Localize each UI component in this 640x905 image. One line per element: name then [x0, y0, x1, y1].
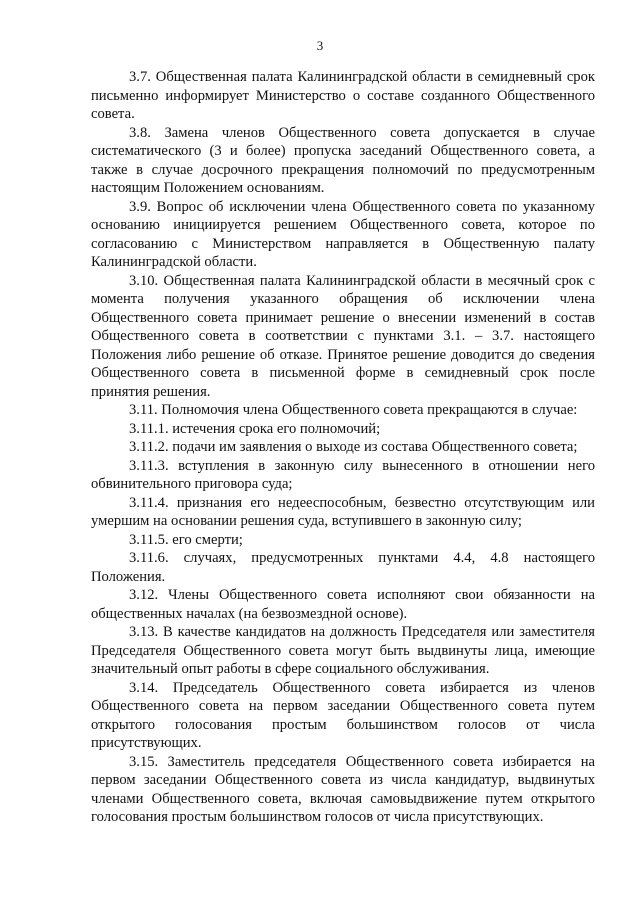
paragraph-3-11: 3.11. Полномочия члена Общественного совета прекращаются в случае:: [129, 402, 578, 418]
paragraph-3-11-3: 3.11.3. вступления в законную силу вынесенного в отношении него обвинительного приговора суда;: [91, 457, 595, 492]
paragraph-3-13: 3.13. В качестве кандидатов на должность Председателя или заместителя Председателя Общественного совета могут быть выдвинуты лица, имеющие значительный опыт работы в сфере социального обслуживания.: [91, 624, 595, 677]
paragraph-3-14: 3.14. Председатель Общественного совета избирается из членов Общественного совета на первом заседании Общественного совета путем открытого голосования простым большинством голосов от числа присутствующих.: [91, 679, 595, 751]
paragraph-3-11-6: 3.11.6. случаях, предусмотренных пунктами 4.4, 4.8 настоящего Положения.: [91, 550, 595, 585]
paragraph-3-11-5: 3.11.5. его смерти;: [129, 531, 243, 548]
page-number: 3: [316, 38, 324, 53]
paragraph-3-15: 3.15. Заместитель председателя Общественного совета избирается на первом заседании Общественного совета из числа кандидатур, выдвинутых членами Общественного совета, включая самовыдвижение путем открытого голосования простым большинством голосов от числа присутствующих.: [91, 753, 595, 825]
paragraph-3-11-4: 3.11.4. признания его недееспособным, безвестно отсутствующим или умершим на основании решения суда, вступившего в законную силу;: [91, 494, 595, 529]
paragraph-3-10: 3.10. Общественная палата Калининградской области в месячный срок с момента получения указанного обращения об исключении члена Общественного совета принимает решение о внесении изменений в состав Общественного совета в соответствии с пунктами 3.1. – 3.7. настоящего Положения либо решение об отказе. Принятое решение доводится до сведения Общественного совета в письменной форме в семидневный срок после принятия решения.: [91, 272, 595, 400]
paragraph-3-11-1: 3.11.1. истечения срока его полномочий;: [129, 420, 381, 437]
document-body: [91, 68, 595, 827]
paragraph-3-11-2: 3.11.2. подачи им заявления о выходе из состава Общественного совета;: [129, 439, 578, 455]
paragraph-3-12: 3.12. Члены Общественного совета исполняют свои обязанности на общественных началах (на безвозмездной основе).: [91, 587, 595, 622]
paragraph-3-8: 3.8. Замена членов Общественного совета допускается в случае систематического (3 и более) пропуска заседаний Общественного совета, а также в случае досрочного прекращения полномочий по предусмотренным настоящим Положением основаниям.: [91, 124, 595, 196]
paragraph-3-9: 3.9. Вопрос об исключении члена Общественного совета по указанному основанию инициируется решением Общественного совета, которое по согласованию с Министерством направляется в Общественную палату Калининградской области.: [91, 198, 595, 270]
paragraph-3-7: 3.7. Общественная палата Калининградской области в семидневный срок письменно информирует Министерство о составе созданного Общественного совета.: [91, 69, 595, 122]
